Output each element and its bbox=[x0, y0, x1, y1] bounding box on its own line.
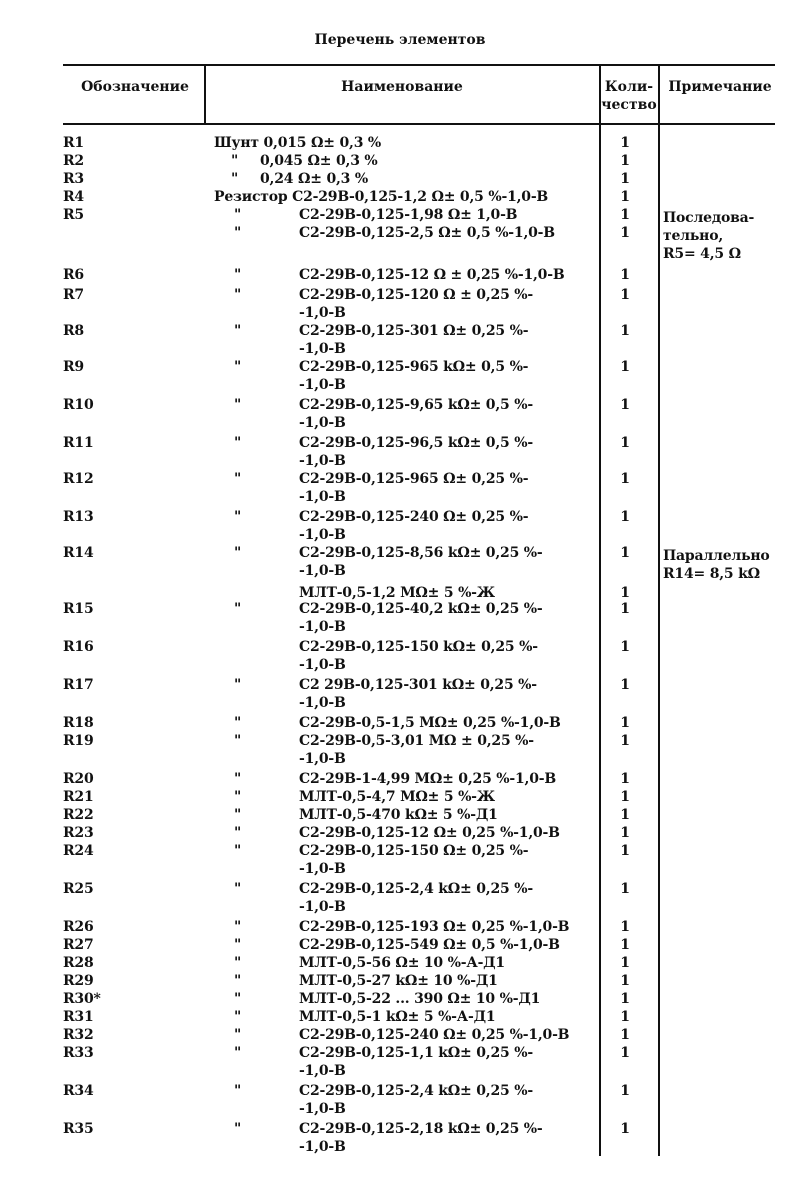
row-name-line: -1,0-В bbox=[299, 1139, 346, 1155]
row-quantity: 1 bbox=[620, 509, 630, 525]
row-designation: R29 bbox=[63, 973, 94, 989]
row-designation: R15 bbox=[63, 601, 94, 617]
row-quantity: 1 bbox=[620, 807, 630, 823]
row-designation: R11 bbox=[63, 435, 94, 451]
row-name-line: -1,0-В bbox=[299, 527, 346, 543]
table-top-rule bbox=[63, 64, 775, 66]
ditto-mark: " bbox=[234, 733, 242, 749]
row-designation: R25 bbox=[63, 881, 94, 897]
row-quantity: 1 bbox=[620, 1121, 630, 1137]
row-name-line: -1,0-В bbox=[299, 377, 346, 393]
ditto-mark: " bbox=[234, 973, 242, 989]
row-name-line: С2-29В-0,125-1,1 kΩ± 0,25 %- bbox=[299, 1045, 533, 1061]
row-name-line: С2 29В-0,125-301 kΩ± 0,25 %- bbox=[299, 677, 537, 693]
ditto-mark: " bbox=[234, 771, 242, 787]
ditto-mark: " bbox=[234, 207, 242, 223]
ditto-mark: " bbox=[231, 153, 239, 169]
row-quantity: 1 bbox=[620, 435, 630, 451]
row-name-line: 0,24 Ω± 0,3 % bbox=[260, 171, 368, 187]
row-name-line: С2-29В-0,125-120 Ω ± 0,25 %- bbox=[299, 287, 533, 303]
row-name-line: С2-29В-0,125-549 Ω± 0,5 %-1,0-В bbox=[299, 937, 560, 953]
header-note: Примечание bbox=[668, 79, 772, 95]
ditto-mark: " bbox=[234, 601, 242, 617]
row-note-line: R14= 8,5 kΩ bbox=[663, 566, 760, 582]
row-designation: R20 bbox=[63, 771, 94, 787]
row-designation: R3 bbox=[63, 171, 84, 187]
row-name-line: -1,0-В bbox=[299, 1101, 346, 1117]
row-quantity: 1 bbox=[620, 287, 630, 303]
row-quantity: 1 bbox=[620, 1083, 630, 1099]
row-quantity: 1 bbox=[620, 1027, 630, 1043]
row-name-line: С2-29В-0,125-301 Ω± 0,25 %- bbox=[299, 323, 529, 339]
row-quantity: 1 bbox=[620, 225, 630, 241]
ditto-mark: " bbox=[234, 225, 242, 241]
row-name-line: МЛТ-0,5-1 kΩ± 5 %-А-Д1 bbox=[299, 1009, 496, 1025]
ditto-mark: " bbox=[234, 287, 242, 303]
row-designation: R6 bbox=[63, 267, 84, 283]
row-quantity: 1 bbox=[620, 715, 630, 731]
row-quantity: 1 bbox=[620, 1045, 630, 1061]
row-name-line: -1,0-В bbox=[299, 619, 346, 635]
ditto-mark: " bbox=[234, 881, 242, 897]
row-name-line: -1,0-В bbox=[299, 695, 346, 711]
row-quantity: 1 bbox=[620, 955, 630, 971]
row-quantity: 1 bbox=[620, 825, 630, 841]
row-quantity: 1 bbox=[620, 171, 630, 187]
row-name-line: С2-29В-0,125-150 Ω± 0,25 %- bbox=[299, 843, 529, 859]
row-designation: R5 bbox=[63, 207, 84, 223]
row-name-line: МЛТ-0,5-27 kΩ± 10 %-Д1 bbox=[299, 973, 498, 989]
header-quantity-line2: чество bbox=[601, 97, 657, 113]
row-quantity: 1 bbox=[620, 397, 630, 413]
ditto-mark: " bbox=[234, 1121, 242, 1137]
ditto-mark: " bbox=[234, 789, 242, 805]
ditto-mark: " bbox=[234, 825, 242, 841]
row-name-line: -1,0-В bbox=[299, 751, 346, 767]
row-designation: R18 bbox=[63, 715, 94, 731]
row-quantity: 1 bbox=[620, 677, 630, 693]
row-quantity: 1 bbox=[620, 267, 630, 283]
row-quantity: 1 bbox=[620, 471, 630, 487]
ditto-mark: " bbox=[234, 843, 242, 859]
row-designation: R35 bbox=[63, 1121, 94, 1137]
row-designation: R23 bbox=[63, 825, 94, 841]
row-name-line: С2-29В-0,125-2,4 kΩ± 0,25 %- bbox=[299, 1083, 533, 1099]
ditto-mark: " bbox=[234, 359, 242, 375]
header-designation: Обозначение bbox=[81, 79, 189, 95]
row-designation: R10 bbox=[63, 397, 94, 413]
ditto-mark: " bbox=[234, 545, 242, 561]
row-name-line: -1,0-В bbox=[299, 341, 346, 357]
row-quantity: 1 bbox=[620, 919, 630, 935]
row-designation: R21 bbox=[63, 789, 94, 805]
row-designation: R17 bbox=[63, 677, 94, 693]
ditto-mark: " bbox=[234, 937, 242, 953]
row-name-line: С2-29В-0,125-240 Ω± 0,25 %-1,0-В bbox=[299, 1027, 570, 1043]
ditto-mark: " bbox=[234, 471, 242, 487]
row-quantity: 1 bbox=[620, 545, 630, 561]
row-name-line: -1,0-В bbox=[299, 1063, 346, 1079]
ditto-mark: " bbox=[234, 677, 242, 693]
row-designation: R8 bbox=[63, 323, 84, 339]
row-name-line: С2-29В-1-4,99 MΩ± 0,25 %-1,0-В bbox=[299, 771, 556, 787]
row-note-line: Параллельно bbox=[663, 548, 770, 564]
row-quantity: 1 bbox=[620, 973, 630, 989]
row-quantity: 1 bbox=[620, 585, 630, 601]
row-name-line: Шунт 0,015 Ω± 0,3 % bbox=[214, 135, 382, 151]
row-name-line: МЛТ-0,5-22 ... 390 Ω± 10 %-Д1 bbox=[299, 991, 541, 1007]
row-name-line: С2-29В-0,125-150 kΩ± 0,25 %- bbox=[299, 639, 538, 655]
row-name-line: С2-29В-0,125-12 Ω± 0,25 %-1,0-В bbox=[299, 825, 560, 841]
row-designation: R4 bbox=[63, 189, 84, 205]
row-quantity: 1 bbox=[620, 733, 630, 749]
row-name-line: С2-29В-0,125-1,98 Ω± 1,0-В bbox=[299, 207, 518, 223]
row-designation: R14 bbox=[63, 545, 94, 561]
row-name-line: С2-29В-0,125-8,56 kΩ± 0,25 %- bbox=[299, 545, 543, 561]
row-designation: R12 bbox=[63, 471, 94, 487]
row-quantity: 1 bbox=[620, 1009, 630, 1025]
ditto-mark: " bbox=[234, 955, 242, 971]
header-name: Наименование bbox=[341, 79, 463, 95]
row-quantity: 1 bbox=[620, 843, 630, 859]
ditto-mark: " bbox=[234, 807, 242, 823]
row-designation: R7 bbox=[63, 287, 84, 303]
header-quantity-line1: Коли- bbox=[604, 79, 654, 95]
row-designation: R2 bbox=[63, 153, 84, 169]
row-designation: R27 bbox=[63, 937, 94, 953]
ditto-mark: " bbox=[234, 509, 242, 525]
row-quantity: 1 bbox=[620, 207, 630, 223]
row-name-line: МЛТ-0,5-470 kΩ± 5 %-Д1 bbox=[299, 807, 498, 823]
row-quantity: 1 bbox=[620, 135, 630, 151]
row-quantity: 1 bbox=[620, 881, 630, 897]
row-name-line: МЛТ-0,5-4,7 MΩ± 5 %-Ж bbox=[299, 789, 495, 805]
row-designation: R30* bbox=[63, 991, 101, 1007]
row-quantity: 1 bbox=[620, 937, 630, 953]
ditto-mark: " bbox=[234, 1009, 242, 1025]
row-name-line: -1,0-В bbox=[299, 415, 346, 431]
row-designation: R28 bbox=[63, 955, 94, 971]
row-name-line: -1,0-В bbox=[299, 453, 346, 469]
row-designation: R16 bbox=[63, 639, 94, 655]
row-designation: R32 bbox=[63, 1027, 94, 1043]
ditto-mark: " bbox=[234, 1083, 242, 1099]
row-quantity: 1 bbox=[620, 991, 630, 1007]
row-name-line: -1,0-В bbox=[299, 861, 346, 877]
row-name-line: С2-29В-0,125-240 Ω± 0,25 %- bbox=[299, 509, 529, 525]
row-designation: R26 bbox=[63, 919, 94, 935]
row-name-line: -1,0-В bbox=[299, 489, 346, 505]
row-quantity: 1 bbox=[620, 189, 630, 205]
row-name-line: -1,0-В bbox=[299, 305, 346, 321]
row-name-line: С2-29В-0,125-965 kΩ± 0,5 %- bbox=[299, 359, 529, 375]
row-name-line: -1,0-В bbox=[299, 563, 346, 579]
header-bottom-rule bbox=[63, 123, 775, 125]
row-name-line: С2-29В-0,5-1,5 MΩ± 0,25 %-1,0-В bbox=[299, 715, 561, 731]
ditto-mark: " bbox=[234, 991, 242, 1007]
row-name-line: 0,045 Ω± 0,3 % bbox=[260, 153, 378, 169]
row-quantity: 1 bbox=[620, 639, 630, 655]
row-designation: R31 bbox=[63, 1009, 94, 1025]
row-quantity: 1 bbox=[620, 323, 630, 339]
ditto-mark: " bbox=[234, 1045, 242, 1061]
row-quantity: 1 bbox=[620, 789, 630, 805]
column-divider-3 bbox=[658, 64, 660, 1156]
row-name-line: С2-29В-0,125-2,5 Ω± 0,5 %-1,0-В bbox=[299, 225, 555, 241]
row-designation: R9 bbox=[63, 359, 84, 375]
row-name-line: МЛТ-0,5-1,2 MΩ± 5 %-Ж bbox=[299, 585, 495, 601]
row-note-line: Последова- bbox=[663, 210, 755, 226]
row-name-line: С2-29В-0,125-96,5 kΩ± 0,5 %- bbox=[299, 435, 533, 451]
ditto-mark: " bbox=[234, 715, 242, 731]
row-designation: R19 bbox=[63, 733, 94, 749]
row-designation: R13 bbox=[63, 509, 94, 525]
row-name-line: С2-29В-0,5-3,01 MΩ ± 0,25 %- bbox=[299, 733, 534, 749]
row-quantity: 1 bbox=[620, 771, 630, 787]
ditto-mark: " bbox=[234, 435, 242, 451]
row-name-line: С2-29В-0,125-12 Ω ± 0,25 %-1,0-В bbox=[299, 267, 565, 283]
row-name-line: С2-29В-0,125-965 Ω± 0,25 %- bbox=[299, 471, 529, 487]
ditto-mark: " bbox=[234, 397, 242, 413]
ditto-mark: " bbox=[234, 267, 242, 283]
page-title: Перечень элементов bbox=[314, 32, 486, 48]
row-name-line: С2-29В-0,125-40,2 kΩ± 0,25 %- bbox=[299, 601, 543, 617]
row-designation: R33 bbox=[63, 1045, 94, 1061]
row-name-line: МЛТ-0,5-56 Ω± 10 %-А-Д1 bbox=[299, 955, 505, 971]
row-quantity: 1 bbox=[620, 153, 630, 169]
row-name-line: -1,0-В bbox=[299, 899, 346, 915]
row-name-line: С2-29В-0,125-2,4 kΩ± 0,25 %- bbox=[299, 881, 533, 897]
row-quantity: 1 bbox=[620, 359, 630, 375]
row-name-line: С2-29В-0,125-9,65 kΩ± 0,5 %- bbox=[299, 397, 533, 413]
ditto-mark: " bbox=[234, 1027, 242, 1043]
row-name-line: Резистор С2-29В-0,125-1,2 Ω± 0,5 %-1,0-В bbox=[214, 189, 549, 205]
row-note-line: тельно, bbox=[663, 228, 724, 244]
ditto-mark: " bbox=[234, 919, 242, 935]
row-quantity: 1 bbox=[620, 601, 630, 617]
row-name-line: -1,0-В bbox=[299, 657, 346, 673]
row-designation: R34 bbox=[63, 1083, 94, 1099]
ditto-mark: " bbox=[231, 171, 239, 187]
row-name-line: С2-29В-0,125-193 Ω± 0,25 %-1,0-В bbox=[299, 919, 570, 935]
row-designation: R22 bbox=[63, 807, 94, 823]
row-designation: R1 bbox=[63, 135, 84, 151]
row-note-line: R5= 4,5 Ω bbox=[663, 246, 741, 262]
column-divider-2 bbox=[599, 64, 601, 1156]
ditto-mark: " bbox=[234, 323, 242, 339]
row-designation: R24 bbox=[63, 843, 94, 859]
row-name-line: С2-29В-0,125-2,18 kΩ± 0,25 %- bbox=[299, 1121, 543, 1137]
